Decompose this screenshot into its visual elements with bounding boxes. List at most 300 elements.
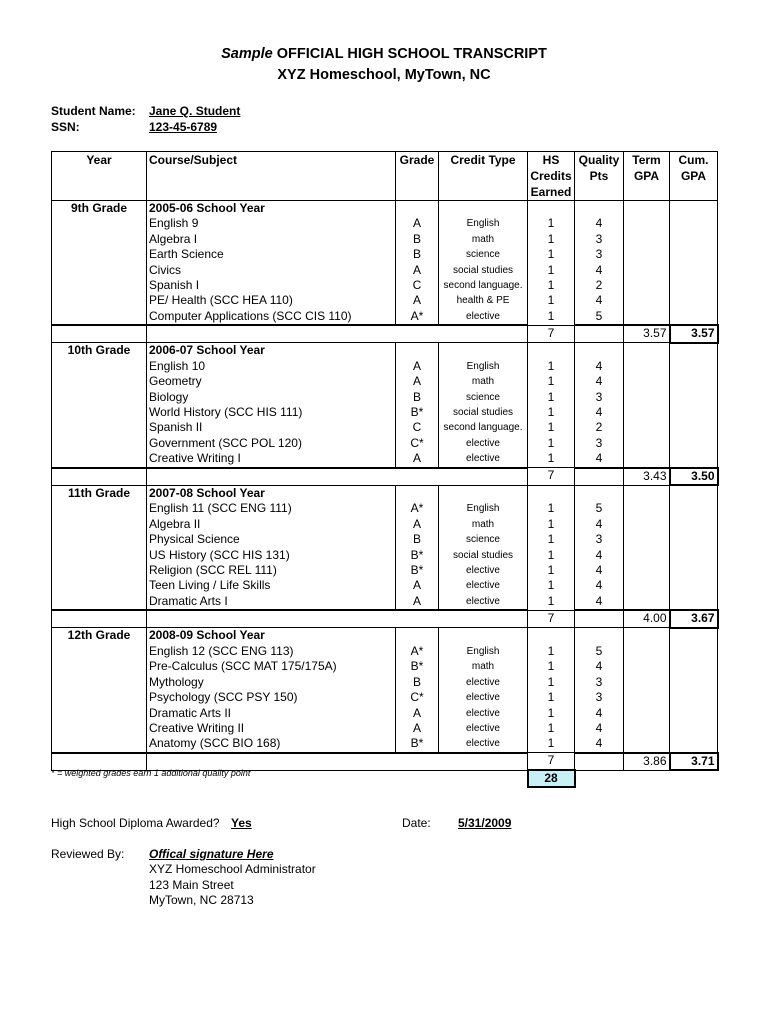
credit-type: elective <box>439 578 528 593</box>
course-row <box>52 451 718 467</box>
quality-points: 3 <box>575 390 624 405</box>
hs-credits: 1 <box>528 436 575 451</box>
empty-cell <box>575 343 624 359</box>
empty-cell <box>396 325 439 342</box>
empty-cell <box>575 770 718 787</box>
quality-points: 4 <box>575 374 624 389</box>
credit-type: English <box>439 359 528 374</box>
course-row <box>52 374 718 389</box>
credit-type: health & PE <box>439 293 528 308</box>
course-row <box>52 390 718 405</box>
empty-cell <box>528 201 575 217</box>
course-grade: A* <box>396 309 439 325</box>
course-name: English 12 (SCC ENG 113) <box>147 644 396 659</box>
credit-type: math <box>439 232 528 247</box>
credit-type: social studies <box>439 548 528 563</box>
course-grade: A <box>396 374 439 389</box>
term-gpa-cell <box>624 420 670 435</box>
term-gpa-cell <box>624 436 670 451</box>
year-row <box>52 343 718 359</box>
hs-credits: 1 <box>528 247 575 262</box>
course-grade: A <box>396 594 439 610</box>
term-gpa-cell <box>624 594 670 610</box>
course-name: Creative Writing I <box>147 451 396 467</box>
cum-gpa-cell <box>670 293 718 308</box>
credit-type: elective <box>439 721 528 736</box>
hs-credits: 1 <box>528 359 575 374</box>
cum-gpa-cell <box>670 232 718 247</box>
cum-gpa-cell <box>670 263 718 278</box>
empty-cell <box>670 343 718 359</box>
course-name: Mythology <box>147 675 396 690</box>
hs-credits: 1 <box>528 501 575 516</box>
cum-gpa-cell <box>670 578 718 593</box>
course-row <box>52 578 718 593</box>
year-cell <box>52 578 147 593</box>
year-cell <box>52 644 147 659</box>
transcript-table <box>51 151 719 788</box>
course-row <box>52 436 718 451</box>
term-gpa-cell <box>624 278 670 293</box>
course-name: PE/ Health (SCC HEA 110) <box>147 293 396 308</box>
school-year-label: 2007-08 School Year <box>147 485 396 501</box>
course-grade: C* <box>396 690 439 705</box>
term-gpa-cell <box>624 578 670 593</box>
empty-cell <box>439 753 528 770</box>
empty-cell <box>624 628 670 644</box>
year-row <box>52 485 718 501</box>
ssn-label: SSN: <box>51 120 80 134</box>
term-credit-total: 7 <box>528 610 575 627</box>
course-grade: B* <box>396 736 439 752</box>
empty-cell <box>624 201 670 217</box>
empty-cell <box>670 628 718 644</box>
cum-gpa-cell <box>670 548 718 563</box>
year-cell <box>52 721 147 736</box>
credit-type: social studies <box>439 263 528 278</box>
term-gpa-cell <box>624 293 670 308</box>
course-name: Geometry <box>147 374 396 389</box>
course-row <box>52 501 718 516</box>
course-grade: C* <box>396 436 439 451</box>
empty-cell <box>575 468 624 485</box>
quality-points: 4 <box>575 659 624 674</box>
footnote: * = weighted grades earn 1 additional quality point <box>51 768 251 778</box>
credit-type: science <box>439 532 528 547</box>
credit-type: English <box>439 216 528 231</box>
hs-credits: 1 <box>528 293 575 308</box>
hs-credits: 1 <box>528 690 575 705</box>
quality-points: 2 <box>575 278 624 293</box>
credit-type: math <box>439 659 528 674</box>
quality-points: 4 <box>575 548 624 563</box>
course-grade: A* <box>396 501 439 516</box>
course-grade: B* <box>396 659 439 674</box>
year-cell <box>52 659 147 674</box>
term-credit-total: 7 <box>528 468 575 485</box>
cum-gpa-cell <box>670 690 718 705</box>
course-name: Physical Science <box>147 532 396 547</box>
course-grade: A <box>396 721 439 736</box>
year-cell <box>52 216 147 231</box>
term-total-row <box>52 610 718 627</box>
hs-credits: 1 <box>528 532 575 547</box>
course-grade: B <box>396 232 439 247</box>
course-row <box>52 594 718 610</box>
student-name-label: Student Name: <box>51 104 136 118</box>
quality-points: 5 <box>575 309 624 325</box>
hs-credits: 1 <box>528 232 575 247</box>
cum-gpa: 3.57 <box>670 325 718 342</box>
cum-gpa-cell <box>670 501 718 516</box>
year-cell <box>52 548 147 563</box>
course-name: Biology <box>147 390 396 405</box>
year-cell <box>52 293 147 308</box>
course-grade: A <box>396 706 439 721</box>
year-cell <box>52 278 147 293</box>
empty-cell <box>528 485 575 501</box>
term-gpa: 4.00 <box>624 610 670 627</box>
quality-points: 3 <box>575 532 624 547</box>
hs-credits: 1 <box>528 263 575 278</box>
course-name: Dramatic Arts II <box>147 706 396 721</box>
transcript-title <box>0 46 768 62</box>
credit-type: elective <box>439 594 528 610</box>
course-row <box>52 232 718 247</box>
course-row <box>52 517 718 532</box>
date-label: Date: <box>402 816 431 830</box>
quality-points: 4 <box>575 594 624 610</box>
course-name: Pre-Calculus (SCC MAT 175/175A) <box>147 659 396 674</box>
course-name: Algebra I <box>147 232 396 247</box>
quality-points: 4 <box>575 451 624 467</box>
empty-cell <box>439 468 528 485</box>
cum-gpa-cell <box>670 517 718 532</box>
empty-cell <box>147 610 396 627</box>
empty-cell <box>439 628 528 644</box>
year-cell <box>52 532 147 547</box>
course-row <box>52 690 718 705</box>
course-grade: B <box>396 675 439 690</box>
course-name: US History (SCC HIS 131) <box>147 548 396 563</box>
cum-gpa-cell <box>670 451 718 467</box>
header-cum-gpa: Cum. GPA <box>670 152 718 201</box>
quality-points: 5 <box>575 644 624 659</box>
course-row <box>52 293 718 308</box>
course-name: Dramatic Arts I <box>147 594 396 610</box>
term-gpa-cell <box>624 659 670 674</box>
hs-credits: 1 <box>528 563 575 578</box>
empty-cell <box>439 325 528 342</box>
course-name: Creative Writing II <box>147 721 396 736</box>
year-cell <box>52 690 147 705</box>
course-name: English 9 <box>147 216 396 231</box>
term-total-row <box>52 468 718 485</box>
reviewer-address: 123 Main Street <box>149 878 234 892</box>
cum-gpa-cell <box>670 532 718 547</box>
quality-points: 2 <box>575 420 624 435</box>
cum-gpa-cell <box>670 675 718 690</box>
year-row <box>52 201 718 217</box>
hs-credits: 1 <box>528 594 575 610</box>
quality-points: 4 <box>575 736 624 752</box>
credit-type: science <box>439 390 528 405</box>
school-year-label: 2008-09 School Year <box>147 628 396 644</box>
credit-type: elective <box>439 436 528 451</box>
year-grade-label: 12th Grade <box>52 628 147 644</box>
empty-cell <box>439 610 528 627</box>
quality-points: 3 <box>575 690 624 705</box>
header-quality-pts: Quality Pts <box>575 152 624 201</box>
course-row <box>52 736 718 752</box>
quality-points: 3 <box>575 436 624 451</box>
quality-points: 4 <box>575 359 624 374</box>
empty-cell <box>396 201 439 217</box>
course-row <box>52 247 718 262</box>
empty-cell <box>147 325 396 342</box>
term-gpa-cell <box>624 548 670 563</box>
credit-type: English <box>439 501 528 516</box>
cum-gpa-cell <box>670 247 718 262</box>
course-name: Spanish II <box>147 420 396 435</box>
term-gpa-cell <box>624 517 670 532</box>
course-name: Psychology (SCC PSY 150) <box>147 690 396 705</box>
reviewed-by-label: Reviewed By: <box>51 847 125 861</box>
course-grade: B <box>396 532 439 547</box>
quality-points: 4 <box>575 293 624 308</box>
term-gpa-cell <box>624 563 670 578</box>
header-year: Year <box>52 152 147 201</box>
cum-gpa-cell <box>670 405 718 420</box>
term-gpa-cell <box>624 451 670 467</box>
quality-points: 4 <box>575 216 624 231</box>
course-name: Computer Applications (SCC CIS 110) <box>147 309 396 325</box>
credit-type: English <box>439 644 528 659</box>
year-cell <box>52 436 147 451</box>
term-credit-total: 7 <box>528 325 575 342</box>
year-cell <box>52 517 147 532</box>
course-grade: C <box>396 420 439 435</box>
course-grade: B* <box>396 405 439 420</box>
course-grade: A <box>396 293 439 308</box>
term-gpa: 3.86 <box>624 753 670 770</box>
cum-gpa-cell <box>670 563 718 578</box>
course-name: Religion (SCC REL 111) <box>147 563 396 578</box>
reviewer-city: MyTown, NC 28713 <box>149 893 254 907</box>
course-row <box>52 263 718 278</box>
year-cell <box>52 706 147 721</box>
course-row <box>52 644 718 659</box>
empty-cell <box>396 610 439 627</box>
cum-gpa-cell <box>670 436 718 451</box>
course-name: English 11 (SCC ENG 111) <box>147 501 396 516</box>
school-year-label: 2006-07 School Year <box>147 343 396 359</box>
cum-gpa-cell <box>670 374 718 389</box>
term-gpa-cell <box>624 706 670 721</box>
quality-points: 4 <box>575 721 624 736</box>
empty-cell <box>439 343 528 359</box>
empty-cell <box>147 468 396 485</box>
term-gpa-cell <box>624 736 670 752</box>
empty-cell <box>575 753 624 770</box>
year-cell <box>52 325 147 342</box>
empty-cell <box>439 201 528 217</box>
course-grade: A <box>396 263 439 278</box>
year-cell <box>52 451 147 467</box>
empty-cell <box>575 325 624 342</box>
year-cell <box>52 359 147 374</box>
course-name: Earth Science <box>147 247 396 262</box>
term-gpa-cell <box>624 644 670 659</box>
year-cell <box>52 501 147 516</box>
course-row <box>52 675 718 690</box>
empty-cell <box>575 610 624 627</box>
hs-credits: 1 <box>528 736 575 752</box>
quality-points: 4 <box>575 263 624 278</box>
empty-cell <box>528 628 575 644</box>
hs-credits: 1 <box>528 517 575 532</box>
cum-gpa-cell <box>670 736 718 752</box>
credit-type: elective <box>439 706 528 721</box>
year-cell <box>52 247 147 262</box>
course-row <box>52 532 718 547</box>
term-gpa-cell <box>624 232 670 247</box>
empty-cell <box>396 485 439 501</box>
cum-gpa-cell <box>670 278 718 293</box>
term-gpa-cell <box>624 405 670 420</box>
year-cell <box>52 736 147 752</box>
course-grade: A <box>396 451 439 467</box>
term-gpa-cell <box>624 390 670 405</box>
quality-points: 4 <box>575 706 624 721</box>
reviewer-title: XYZ Homeschool Administrator <box>149 862 316 876</box>
year-cell <box>52 594 147 610</box>
credit-type: elective <box>439 451 528 467</box>
course-name: World History (SCC HIS 111) <box>147 405 396 420</box>
term-gpa: 3.57 <box>624 325 670 342</box>
course-name: Civics <box>147 263 396 278</box>
course-row <box>52 278 718 293</box>
title-italic: Sample <box>221 46 273 62</box>
empty-cell <box>624 343 670 359</box>
quality-points: 5 <box>575 501 624 516</box>
credit-type: second language. <box>439 420 528 435</box>
hs-credits: 1 <box>528 309 575 325</box>
year-cell <box>52 263 147 278</box>
credit-type: social studies <box>439 405 528 420</box>
year-cell <box>52 468 147 485</box>
quality-points: 4 <box>575 563 624 578</box>
course-grade: B <box>396 247 439 262</box>
year-grade-label: 10th Grade <box>52 343 147 359</box>
empty-cell <box>396 343 439 359</box>
cum-gpa-cell <box>670 420 718 435</box>
cum-gpa-cell <box>670 644 718 659</box>
course-grade: A <box>396 517 439 532</box>
course-grade: C <box>396 278 439 293</box>
empty-cell <box>439 485 528 501</box>
quality-points: 4 <box>575 517 624 532</box>
school-name: XYZ Homeschool, MyTown, NC <box>277 67 491 83</box>
credit-type: second language. <box>439 278 528 293</box>
course-grade: A <box>396 216 439 231</box>
title-main: OFFICIAL HIGH SCHOOL TRANSCRIPT <box>276 46 547 62</box>
empty-cell <box>396 468 439 485</box>
cum-gpa-cell <box>670 216 718 231</box>
hs-credits: 1 <box>528 721 575 736</box>
cum-gpa-cell <box>670 659 718 674</box>
course-row <box>52 721 718 736</box>
hs-credits: 1 <box>528 644 575 659</box>
term-gpa-cell <box>624 263 670 278</box>
course-row <box>52 309 718 325</box>
term-gpa-cell <box>624 675 670 690</box>
course-row <box>52 659 718 674</box>
credit-type: elective <box>439 309 528 325</box>
quality-points: 4 <box>575 578 624 593</box>
year-cell <box>52 563 147 578</box>
course-grade: B* <box>396 563 439 578</box>
header-credit-type: Credit Type <box>439 152 528 201</box>
year-cell <box>52 610 147 627</box>
signature: Offical signature Here <box>149 847 274 861</box>
hs-credits: 1 <box>528 420 575 435</box>
course-row <box>52 420 718 435</box>
school-year-label: 2005-06 School Year <box>147 201 396 217</box>
year-grade-label: 11th Grade <box>52 485 147 501</box>
term-credit-total: 7 <box>528 753 575 770</box>
hs-credits: 1 <box>528 216 575 231</box>
cum-gpa-cell <box>670 594 718 610</box>
course-name: Teen Living / Life Skills <box>147 578 396 593</box>
empty-cell <box>396 628 439 644</box>
year-cell <box>52 232 147 247</box>
year-row <box>52 628 718 644</box>
quality-points: 3 <box>575 675 624 690</box>
hs-credits: 1 <box>528 578 575 593</box>
empty-cell <box>396 753 439 770</box>
credit-type: science <box>439 247 528 262</box>
term-gpa-cell <box>624 721 670 736</box>
course-row <box>52 359 718 374</box>
year-cell <box>52 390 147 405</box>
cum-gpa: 3.50 <box>670 468 718 485</box>
term-gpa-cell <box>624 532 670 547</box>
cum-gpa: 3.71 <box>670 753 718 770</box>
grand-total-credits: 28 <box>528 770 575 787</box>
term-total-row <box>52 325 718 342</box>
diploma-date: 5/31/2009 <box>458 816 512 830</box>
hs-credits: 1 <box>528 548 575 563</box>
credit-type: math <box>439 517 528 532</box>
empty-cell <box>575 485 624 501</box>
course-row <box>52 548 718 563</box>
course-grade: A <box>396 578 439 593</box>
credit-type: elective <box>439 690 528 705</box>
term-gpa-cell <box>624 374 670 389</box>
course-grade: B* <box>396 548 439 563</box>
term-gpa-cell <box>624 690 670 705</box>
term-gpa-cell <box>624 247 670 262</box>
empty-cell <box>670 485 718 501</box>
course-name: Spanish I <box>147 278 396 293</box>
cum-gpa-cell <box>670 309 718 325</box>
credit-type: math <box>439 374 528 389</box>
year-grade-label: 9th Grade <box>52 201 147 217</box>
term-gpa-cell <box>624 309 670 325</box>
course-name: Anatomy (SCC BIO 168) <box>147 736 396 752</box>
credit-type: elective <box>439 675 528 690</box>
